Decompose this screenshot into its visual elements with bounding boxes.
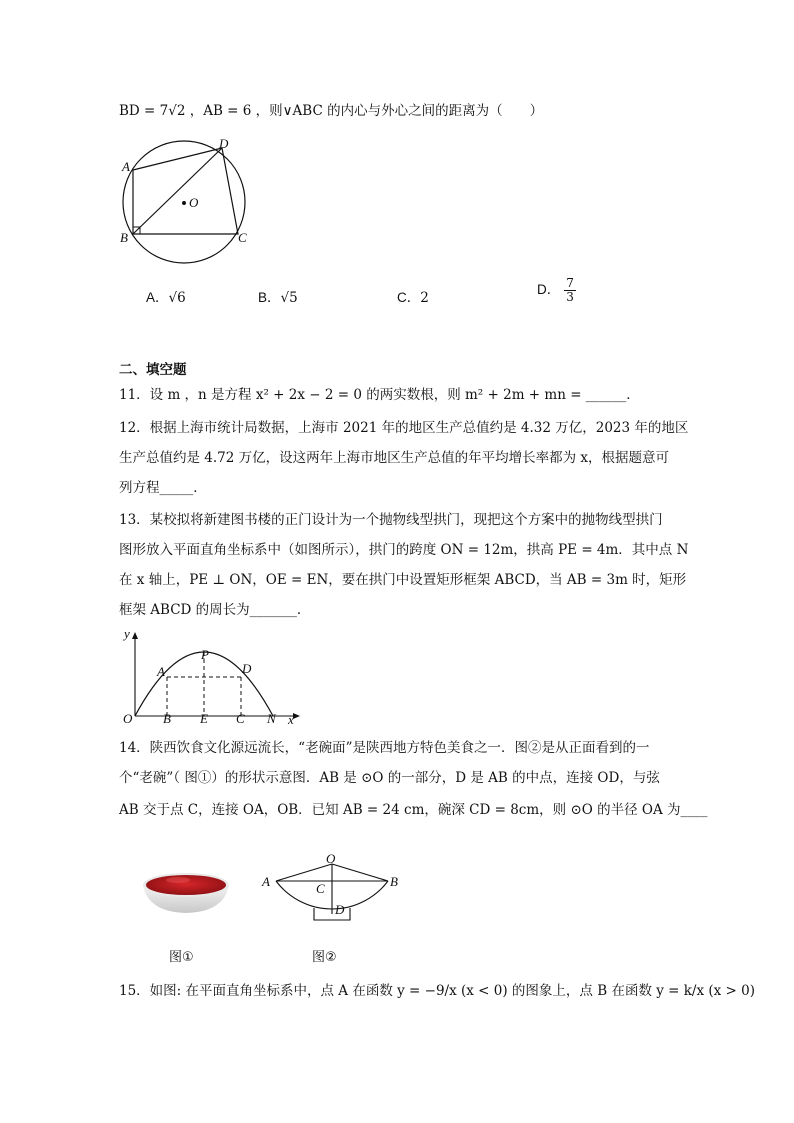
label-d: D (219, 136, 229, 151)
option-b-value: √5 (280, 290, 298, 306)
label-n: N (267, 711, 276, 726)
bowl-diagram (258, 850, 408, 930)
option-a-label: A． (146, 290, 169, 305)
label-d: D (242, 661, 252, 676)
label-b: B (163, 711, 171, 726)
label-b: B (120, 230, 128, 245)
option-b-label: B． (258, 290, 281, 305)
q15-line: 15．如图: 在平面直角坐标系中，点 A 在函数 y = −9/x (x < 0) 的图象上，点 B 在函数 y = k/x (x > 0) (119, 983, 756, 999)
diagonal-bd (133, 148, 222, 234)
center-o-dot (182, 201, 186, 205)
label-c: C (236, 711, 245, 726)
label-b: B (390, 874, 398, 889)
q13-parabola-figure (115, 626, 305, 726)
x-axis-arrow (293, 713, 300, 719)
label-o: O (189, 195, 199, 210)
label-a: A (157, 664, 165, 679)
q12-line-3: 列方程_____． (119, 480, 207, 496)
bowl-photo (140, 868, 232, 918)
label-c: C (238, 230, 247, 245)
segment-ob (332, 864, 388, 881)
y-axis-arrow (132, 632, 138, 639)
q14-line-3: AB 交于点 C，连接 OA，OB．已知 AB = 24 cm，碗深 CD = 8cm，则 ⊙O 的半径 OA 为____ (119, 802, 708, 818)
option-a (146, 286, 186, 306)
label-c: C (316, 881, 325, 896)
q10-stem-line: BD = 7√2 ，AB = 6 ，则∨ABC 的内心与外心之间的距离为（ ） (119, 103, 544, 119)
bowl-highlight (166, 877, 190, 883)
q13-line-4: 框架 ABCD 的周长为_______． (119, 602, 311, 618)
option-d-fraction: $\frac{7}{3}$ (566, 276, 574, 304)
label-x: x (288, 712, 294, 726)
q12-line-2: 生产总值约是 4.72 万亿，设这两年上海市地区生产总值的年平均增长率都为 x，根据题意可 (119, 450, 670, 466)
q14-line-1: 14．陕西饮食文化源远流长，“老碗面”是陕西地方特色美食之一．图②是从正面看到的一 (119, 740, 650, 756)
option-d-label: D． (537, 282, 561, 297)
q11-line: 11．设 m ，n 是方程 x² + 2x − 2 = 0 的两实数根，则 m² + 2m + mn = ______． (119, 387, 640, 403)
label-a: A (122, 159, 130, 174)
option-c-label: C． (397, 290, 421, 305)
label-a: A (262, 874, 270, 889)
quadrilateral-abcd (133, 148, 238, 234)
q13-line-1: 13．某校拟将新建图书楼的正门设计为一个抛物线型拱门，现把这个方案中的抛物线型拱门 (119, 512, 663, 528)
q10-circle-figure (112, 130, 262, 270)
label-y: y (124, 626, 130, 641)
option-b (258, 286, 298, 306)
option-c-value: 2 (420, 290, 429, 306)
q12-line-1: 12．根据上海市统计局数据，上海市 2021 年的地区生产总值约是 4.32 万亿，2023 年的地区 (119, 420, 689, 436)
label-o: O (123, 711, 133, 726)
option-a-value: √6 (168, 290, 186, 306)
label-p: P (201, 647, 209, 662)
option-c (397, 286, 429, 306)
caption-figure-2: 图② (312, 950, 337, 965)
q14-line-2: 个“老碗”（ 图①）的形状示意图．AB 是 ⊙O 的一部分，D 是 AB 的中点，连接 OD，与弦 (119, 770, 660, 786)
section-title: 二、填空题 (119, 362, 187, 378)
label-o: O (326, 851, 336, 866)
caption-figure-1: 图① (169, 950, 194, 965)
q13-line-3: 在 x 轴上，PE ⊥ ON，OE = EN，要在拱门中设置矩形框架 ABCD，当 AB = 3m 时，矩形 (119, 572, 687, 588)
segment-oa (276, 864, 332, 881)
label-d: D (335, 902, 345, 917)
q13-line-2: 图形放入平面直角坐标系中（如图所示），拱门的跨度 ON = 12m，拱高 PE = 4m．其中点 N (119, 542, 689, 558)
label-e: E (200, 711, 208, 726)
option-d (537, 277, 576, 304)
